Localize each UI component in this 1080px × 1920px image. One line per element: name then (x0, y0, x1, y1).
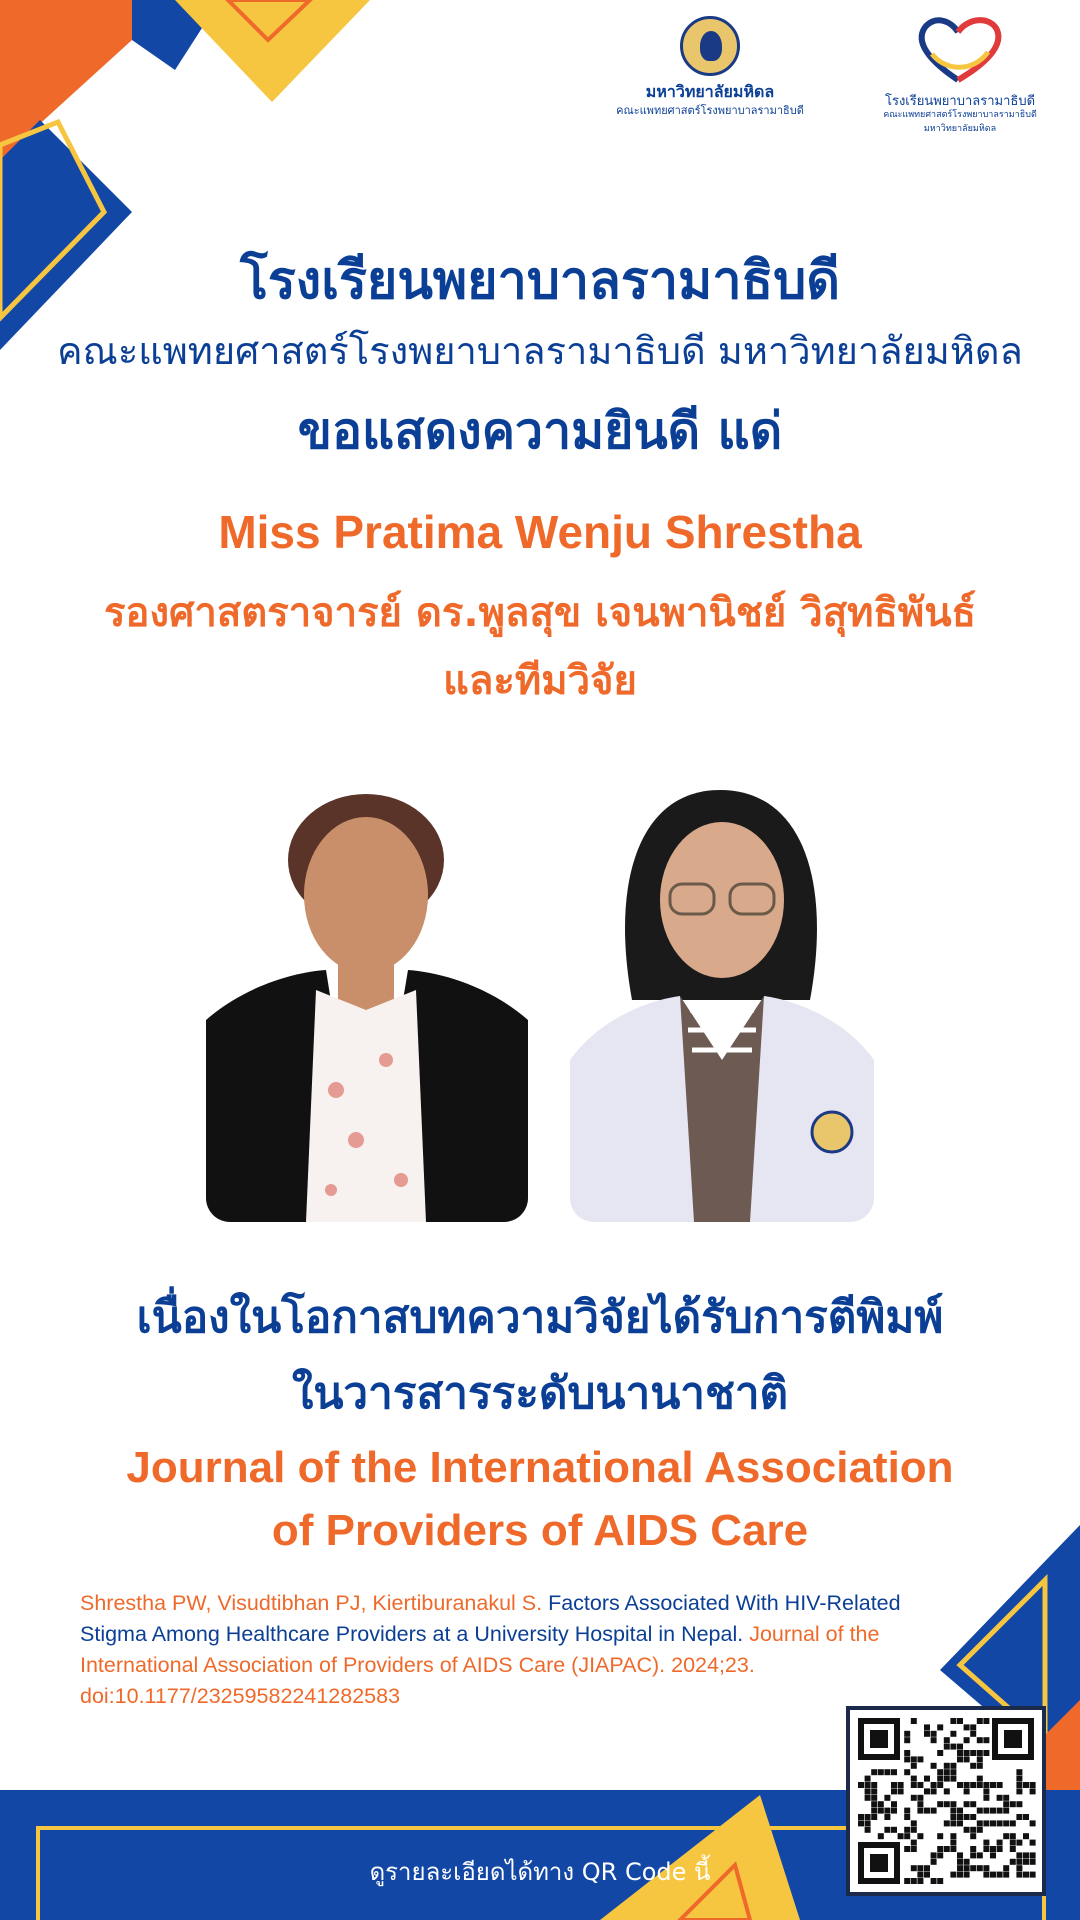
qr-module (924, 1872, 930, 1878)
qr-module (904, 1833, 910, 1839)
qr-module (937, 1724, 943, 1730)
qr-module (917, 1756, 923, 1762)
qr-module (957, 1814, 963, 1820)
qr-module (950, 1840, 956, 1846)
qr-module (970, 1827, 976, 1833)
recipient-photo-2 (570, 760, 874, 1222)
rama-logo-name: โรงเรียนพยาบาลรามาธิบดี (884, 94, 1036, 109)
qr-module (1016, 1852, 1022, 1858)
qr-module (964, 1737, 970, 1743)
qr-module (937, 1878, 943, 1884)
qr-module (1003, 1801, 1009, 1807)
qr-module (964, 1814, 970, 1820)
qr-module (871, 1808, 877, 1814)
qr-module (865, 1827, 871, 1833)
qr-module (964, 1827, 970, 1833)
qr-module (1030, 1820, 1036, 1826)
qr-code[interactable] (846, 1706, 1046, 1896)
qr-module (891, 1801, 897, 1807)
qr-module (878, 1833, 884, 1839)
qr-module (858, 1820, 864, 1826)
qr-module (1010, 1840, 1016, 1846)
qr-module (1003, 1820, 1009, 1826)
qr-module (924, 1865, 930, 1871)
qr-module (950, 1872, 956, 1878)
qr-module (904, 1846, 910, 1852)
qr-module (904, 1737, 910, 1743)
qr-module (957, 1859, 963, 1865)
qr-module (983, 1846, 989, 1852)
qr-module (1023, 1814, 1029, 1820)
qr-module (957, 1852, 963, 1858)
qr-module (924, 1808, 930, 1814)
qr-module (911, 1846, 917, 1852)
qr-module (950, 1763, 956, 1769)
qr-module (977, 1852, 983, 1858)
qr-module (1010, 1846, 1016, 1852)
qr-module (931, 1788, 937, 1794)
qr-module (944, 1737, 950, 1743)
qr-module (983, 1865, 989, 1871)
qr-module (983, 1737, 989, 1743)
qr-module (865, 1788, 871, 1794)
qr-module (931, 1859, 937, 1865)
qr-module (977, 1827, 983, 1833)
qr-module (1003, 1808, 1009, 1814)
qr-module (957, 1865, 963, 1871)
mahidol-logo-name: มหาวิทยาลัยมหิดล (645, 82, 775, 101)
mahidol-seal-icon (680, 16, 740, 76)
qr-module (904, 1750, 910, 1756)
qr-module (977, 1737, 983, 1743)
qr-module (917, 1801, 923, 1807)
qr-module (964, 1872, 970, 1878)
qr-module (944, 1763, 950, 1769)
qr-module (917, 1878, 923, 1884)
qr-module (891, 1769, 897, 1775)
qr-module (983, 1840, 989, 1846)
qr-module (911, 1718, 917, 1724)
qr-module (1016, 1859, 1022, 1865)
qr-module (977, 1756, 983, 1762)
recipient-name-2: รองศาสตราจารย์ ดร.พูลสุข เจนพานิชย์ วิสุทธิพันธ์ (103, 590, 977, 636)
occasion-line-2: ในวารสารระดับนานาชาติ (291, 1368, 789, 1419)
qr-module (950, 1814, 956, 1820)
qr-module (990, 1808, 996, 1814)
qr-module (957, 1820, 963, 1826)
qr-module (1016, 1788, 1022, 1794)
qr-module (977, 1820, 983, 1826)
institution-title: โรงเรียนพยาบาลรามาธิบดี (239, 251, 841, 311)
qr-module (937, 1852, 943, 1858)
qr-module (931, 1731, 937, 1737)
qr-module (944, 1788, 950, 1794)
qr-module (950, 1769, 956, 1775)
qr-module (1023, 1872, 1029, 1878)
qr-module (1016, 1801, 1022, 1807)
qr-module (858, 1814, 864, 1820)
qr-module (878, 1808, 884, 1814)
qr-module (990, 1820, 996, 1826)
recipient-photo-1 (206, 760, 528, 1222)
qr-module (997, 1820, 1003, 1826)
qr-module (904, 1878, 910, 1884)
qr-module (950, 1801, 956, 1807)
qr-module (1016, 1865, 1022, 1871)
qr-module (957, 1744, 963, 1750)
qr-module (937, 1776, 943, 1782)
qr-module (983, 1795, 989, 1801)
qr-module (924, 1788, 930, 1794)
qr-module (931, 1878, 937, 1884)
qr-module (970, 1763, 976, 1769)
qr-module (997, 1782, 1003, 1788)
qr-module (997, 1872, 1003, 1878)
qr-module (997, 1846, 1003, 1852)
qr-module (917, 1865, 923, 1871)
rama-logo-subtitle: คณะแพทยศาสตร์โรงพยาบาลรามาธิบดี มหาวิทยาลัยมหิดล (883, 110, 1037, 134)
qr-module (911, 1820, 917, 1826)
qr-module (970, 1846, 976, 1852)
qr-module (990, 1852, 996, 1858)
qr-module (950, 1718, 956, 1724)
qr-module (964, 1756, 970, 1762)
citation-text (80, 1588, 970, 1712)
qr-module (950, 1744, 956, 1750)
qr-module (997, 1840, 1003, 1846)
qr-module (944, 1776, 950, 1782)
qr-module (1030, 1859, 1036, 1865)
rama-heart-logo-icon (912, 14, 1004, 84)
qr-module (911, 1878, 917, 1884)
qr-module (957, 1808, 963, 1814)
qr-module (937, 1833, 943, 1839)
citation-title: Factors Associated With HIV-Related Stigma Among Healthcare Providers at a University Hospital in Nepal. (80, 1591, 901, 1646)
qr-module (871, 1795, 877, 1801)
qr-module (871, 1788, 877, 1794)
qr-module (871, 1814, 877, 1820)
qr-module (931, 1737, 937, 1743)
qr-module (884, 1808, 890, 1814)
qr-module (937, 1769, 943, 1775)
qr-module (970, 1750, 976, 1756)
qr-module (871, 1769, 877, 1775)
qr-module (884, 1769, 890, 1775)
qr-module (1010, 1859, 1016, 1865)
qr-code-icon (850, 1710, 1042, 1892)
qr-module (983, 1808, 989, 1814)
qr-module (911, 1763, 917, 1769)
qr-module (950, 1846, 956, 1852)
qr-module (1023, 1833, 1029, 1839)
qr-module (1016, 1776, 1022, 1782)
qr-module (931, 1852, 937, 1858)
faculty-line: คณะแพทยศาสตร์โรงพยาบาลรามาธิบดี มหาวิทยาลัยมหิดล (57, 329, 1023, 373)
qr-module (950, 1731, 956, 1737)
journal-name-line-2: of Providers of AIDS Care (271, 1506, 809, 1555)
qr-module (884, 1827, 890, 1833)
qr-module (1030, 1782, 1036, 1788)
qr-module (1016, 1840, 1022, 1846)
qr-module (950, 1808, 956, 1814)
citation-source: Journal of the International Association of Providers of AIDS Care (JIAPAC). 2024;23. doi:10.1177/23259582241282583 (80, 1622, 880, 1708)
qr-module (957, 1782, 963, 1788)
qr-module (911, 1827, 917, 1833)
qr-module (865, 1782, 871, 1788)
qr-module (1010, 1801, 1016, 1807)
qr-module (977, 1718, 983, 1724)
qr-module (937, 1750, 943, 1756)
journal-name-line-1: Journal of the International Association (126, 1443, 954, 1492)
qr-module (997, 1795, 1003, 1801)
qr-module (1016, 1769, 1022, 1775)
qr-module (1010, 1820, 1016, 1826)
qr-module (970, 1731, 976, 1737)
portrait-1-image (206, 760, 528, 1222)
qr-module (904, 1827, 910, 1833)
qr-module (964, 1788, 970, 1794)
qr-module (970, 1833, 976, 1839)
qr-module (898, 1833, 904, 1839)
qr-module (997, 1808, 1003, 1814)
qr-module (970, 1865, 976, 1871)
qr-module (865, 1795, 871, 1801)
qr-module (944, 1801, 950, 1807)
qr-module (957, 1756, 963, 1762)
qr-module (964, 1724, 970, 1730)
qr-module (983, 1782, 989, 1788)
occasion-line-1: เนื่องในโอกาสบทความวิจัยได้รับการตีพิมพ์ (136, 1292, 944, 1343)
qr-module (970, 1801, 976, 1807)
qr-module (964, 1865, 970, 1871)
qr-module (950, 1833, 956, 1839)
mahidol-logo-subtitle: คณะแพทยศาสตร์โรงพยาบาลรามาธิบดี (616, 104, 804, 117)
qr-module (1003, 1833, 1009, 1839)
qr-module (977, 1763, 983, 1769)
qr-module (957, 1718, 963, 1724)
qr-module (1016, 1782, 1022, 1788)
qr-module (977, 1776, 983, 1782)
qr-module (865, 1820, 871, 1826)
qr-module (924, 1776, 930, 1782)
qr-module (977, 1750, 983, 1756)
qr-module (871, 1782, 877, 1788)
qr-module (970, 1814, 976, 1820)
qr-module (983, 1788, 989, 1794)
qr-module (1030, 1852, 1036, 1858)
qr-module (990, 1782, 996, 1788)
qr-module (970, 1724, 976, 1730)
qr-module (898, 1788, 904, 1794)
qr-module (911, 1795, 917, 1801)
qr-module (924, 1724, 930, 1730)
qr-module (1030, 1788, 1036, 1794)
qr-module (977, 1782, 983, 1788)
qr-module (983, 1718, 989, 1724)
qr-module (950, 1776, 956, 1782)
qr-module (964, 1801, 970, 1807)
qr-module (937, 1801, 943, 1807)
qr-module (917, 1795, 923, 1801)
qr-module (917, 1782, 923, 1788)
qr-module (1023, 1782, 1029, 1788)
qr-module (917, 1833, 923, 1839)
qr-module (977, 1808, 983, 1814)
congrats-line: ขอแสดงความยินดี แด่ (297, 402, 783, 460)
qr-module (1003, 1872, 1009, 1878)
qr-module (937, 1782, 943, 1788)
qr-module (957, 1750, 963, 1756)
qr-module (944, 1846, 950, 1852)
qr-module (964, 1859, 970, 1865)
qr-module (977, 1865, 983, 1871)
qr-module (1030, 1872, 1036, 1878)
qr-module (990, 1846, 996, 1852)
qr-module (911, 1776, 917, 1782)
qr-module (983, 1872, 989, 1878)
qr-module (964, 1782, 970, 1788)
citation-authors: Shrestha PW, Visudtibhan PJ, Kiertiburanakul S. (80, 1591, 543, 1615)
qr-module (931, 1763, 937, 1769)
qr-module (904, 1756, 910, 1762)
qr-module (1016, 1872, 1022, 1878)
qr-module (1003, 1795, 1009, 1801)
recipient-name-1: Miss Pratima Wenju Shrestha (218, 506, 862, 558)
qr-module (1010, 1833, 1016, 1839)
qr-module (1023, 1859, 1029, 1865)
portrait-2-image (570, 760, 874, 1222)
qr-module (950, 1820, 956, 1826)
qr-module (865, 1776, 871, 1782)
qr-module (964, 1750, 970, 1756)
qr-module (911, 1840, 917, 1846)
qr-module (970, 1782, 976, 1788)
qr-module (990, 1872, 996, 1878)
qr-module (944, 1769, 950, 1775)
qr-module (884, 1814, 890, 1820)
qr-module (1003, 1865, 1009, 1871)
qr-module (957, 1872, 963, 1878)
qr-module (891, 1808, 897, 1814)
qr-module (878, 1801, 884, 1807)
qr-module (1016, 1814, 1022, 1820)
qr-module (924, 1731, 930, 1737)
qr-module (917, 1872, 923, 1878)
qr-module (911, 1756, 917, 1762)
qr-module (878, 1769, 884, 1775)
qr-module (871, 1801, 877, 1807)
qr-module (944, 1744, 950, 1750)
qr-module (931, 1782, 937, 1788)
qr-module (983, 1750, 989, 1756)
qr-module (865, 1814, 871, 1820)
qr-module (898, 1782, 904, 1788)
qr-module (891, 1788, 897, 1794)
qr-module (891, 1782, 897, 1788)
qr-module (904, 1808, 910, 1814)
qr-module (944, 1820, 950, 1826)
qr-module (917, 1808, 923, 1814)
qr-module (858, 1782, 864, 1788)
qr-module (911, 1865, 917, 1871)
qr-module (983, 1820, 989, 1826)
qr-module (891, 1827, 897, 1833)
qr-module (911, 1782, 917, 1788)
qr-module (884, 1795, 890, 1801)
qr-module (904, 1814, 910, 1820)
qr-module (1023, 1852, 1029, 1858)
qr-module (904, 1731, 910, 1737)
qr-module (931, 1808, 937, 1814)
research-team-label: และทีมวิจัย (443, 658, 637, 704)
qr-module (970, 1852, 976, 1858)
qr-module (904, 1769, 910, 1775)
qr-prompt-text: ดูรายละเอียดได้ทาง QR Code นี้ (369, 1858, 711, 1886)
qr-module (937, 1846, 943, 1852)
qr-module (1030, 1840, 1036, 1846)
